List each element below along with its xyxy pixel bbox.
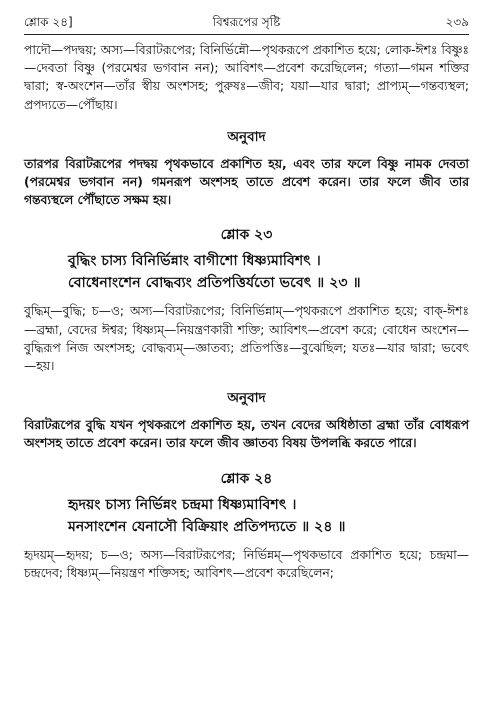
- synonyms-22: পাদৌ—পদদ্বয়; অস্য—বিরাটরূপের; বিনির্ভিন্নৌ—পৃথকরূপে প্রকাশিত হয়ে; লোক-ঈশঃ বিষ্ণুঃ—দেবতা বিষ্ণু (পরমেশ্বর ভগবান নন); আবিশৎ—প্রবেশ করেছিলেন; গত্যা—গমন শক্তির দ্বারা; স্ব-অংশেন—তাঁর স্বীয় অংশসহ; পুরুষঃ—জীব; যয়া—যার দ্বারা; প্রাপ্যম্—গন্তব্যস্থল; প্রপদ্যতে—পৌঁছায়।: [24, 43, 469, 112]
- verse-24-line-2: মনসাংশেন যেনাসৌ বিক্রিয়াং প্রতিপদ্যতে ॥ ২৪ ॥: [68, 518, 346, 535]
- verse-23-line-2: বোধেনাংশেন বোদ্ধব্যং প্রতিপত্তির্যতো ভবেৎ ॥ ২৩ ॥: [68, 275, 361, 292]
- translation-23: বিরাটরূপের বুদ্ধি যখন পৃথকরূপে প্রকাশিত হয়, তখন বেদের অধিষ্ঠাতা ব্রহ্মা তাঁর বোধরূপ অংশসহ তাতে প্রবেশ করেন। তার ফলে জীব জ্ঞাতব্য বিষয় উপলব্ধি করতে পারে।: [24, 418, 469, 451]
- synonyms-23: বুদ্ধিম্—বুদ্ধি; চ—ও; অস্য—বিরাটরূপের; বিনির্ভিন্নাম্—পৃথকরূপে প্রকাশিত হয়ে; বাক্-ঈশঃ—ব্রহ্মা, বেদের ঈশ্বর; ধিষ্ণ্যম্—নিয়ন্ত্রণকারী শক্তি; আবিশৎ—প্রবেশ করে; বোধেন অংশেন—বুদ্ধিরূপ নিজ অংশসহ; বোদ্ধব্যম্—জ্ঞাতব্য; প্রতিপত্তিঃ—বুঝেছিল; যতঃ—যার দ্বারা; ভবেৎ—হয়।: [24, 304, 469, 374]
- synonyms-24: হৃদয়ম্—হৃদয়; চ—ও; অস্য—বিরাটরূপের; নির্ভিন্নম্—পৃথকভাবে প্রকাশিত হয়ে; চন্দ্রমা—চন্দ্রদেব; ধিষ্ণ্যম্—নিয়ন্ত্রণ শক্তিসহ; আবিশৎ—প্রবেশ করেছিলেন;: [24, 547, 469, 580]
- header-verse-ref: শ্লোক ২৪]: [24, 15, 73, 29]
- running-header: [24, 8, 469, 34]
- verse-number-23: শ্লোক ২৩: [220, 227, 273, 244]
- verse-23-line-1: বুদ্ধিং চাস্য বিনির্ভিন্নাং বাগীশো ধিষ্ণ্যমাবিশৎ ।: [68, 253, 321, 270]
- header-divider: [24, 34, 469, 35]
- verse-number-24: শ্লোক ২৪: [220, 470, 273, 487]
- translation-heading-22: অনুবাদ: [227, 128, 266, 145]
- verse-24-line-1: হৃদয়ং চাস্য নির্ভিন্নং চন্দ্রমা ধিষ্ণ্যমাবিশৎ ।: [68, 496, 297, 513]
- translation-heading-23: অনুবাদ: [227, 390, 266, 407]
- header-chapter-title: বিশ্বরূপের সৃষ্টি: [212, 15, 281, 29]
- translation-22: তারপর বিরাটরূপের পদদ্বয় পৃথকভাবে প্রকাশিত হয়, এবং তার ফলে বিষ্ণু নামক দেবতা (পরমেশ্বর ভগবান নন) গমনরূপ অংশসহ তাতে প্রবেশ করেন। তার ফলে জীব তার গন্তব্যস্থলে পৌঁছাতে সক্ষম হয়।: [24, 156, 469, 208]
- page-number: ২৩৯: [445, 15, 469, 29]
